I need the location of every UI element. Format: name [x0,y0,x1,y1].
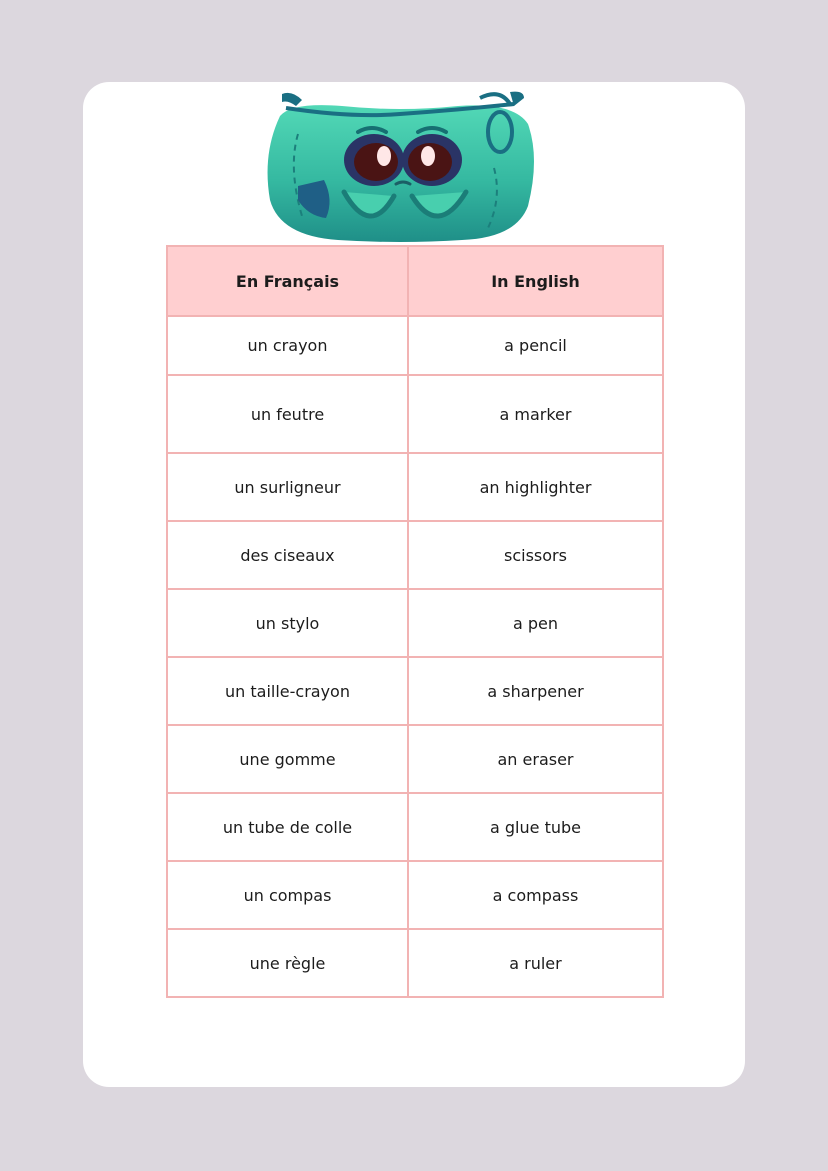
table-row [167,521,663,589]
french-word: une gomme [167,725,408,793]
pencil-case-character-icon [262,88,538,246]
french-word: un surligneur [167,453,408,521]
french-word: des ciseaux [167,521,408,589]
table-header-row [167,246,663,316]
french-word: un taille-crayon [167,657,408,725]
header-french: En Français [167,246,408,316]
english-word: scissors [408,521,663,589]
english-word: a pen [408,589,663,657]
table-row [167,375,663,453]
vocabulary-table [166,245,664,998]
english-word: a marker [408,375,663,453]
english-word: a sharpener [408,657,663,725]
french-word: une règle [167,929,408,997]
table-row [167,793,663,861]
table-row [167,861,663,929]
table-row [167,929,663,997]
header-english: In English [408,246,663,316]
english-word: an highlighter [408,453,663,521]
french-word: un feutre [167,375,408,453]
english-word: a ruler [408,929,663,997]
french-word: un compas [167,861,408,929]
english-word: an eraser [408,725,663,793]
french-word: un tube de colle [167,793,408,861]
english-word: a glue tube [408,793,663,861]
table-row [167,316,663,375]
french-word: un crayon [167,316,408,375]
table-row [167,453,663,521]
english-word: a compass [408,861,663,929]
table-row [167,589,663,657]
english-word: a pencil [408,316,663,375]
table-row [167,657,663,725]
french-word: un stylo [167,589,408,657]
table-row [167,725,663,793]
